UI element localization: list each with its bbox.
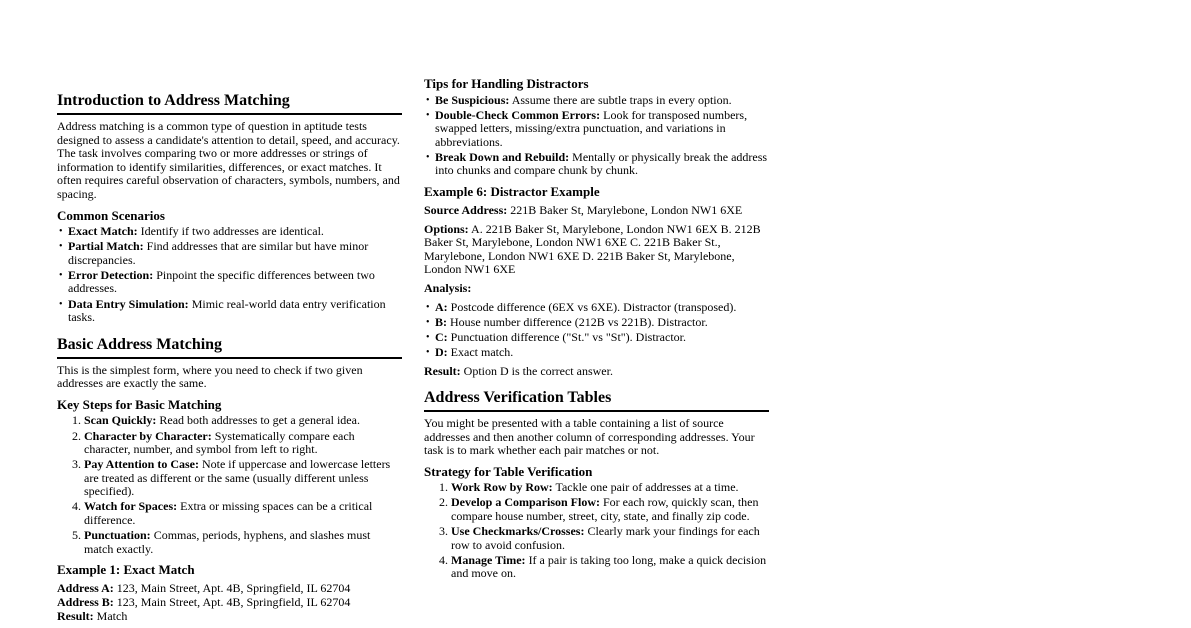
item-lead: Watch for Spaces: [84, 499, 178, 514]
list-item [435, 331, 769, 345]
item-text: 123, Main Street, Apt. 4B, Springfield, IL 62704 [113, 581, 351, 596]
item-lead: Be Suspicious: [435, 92, 510, 107]
item-lead: Source Address: [424, 203, 508, 218]
list-item [435, 301, 769, 315]
item-lead: Result: [57, 608, 94, 623]
list-item [68, 298, 402, 325]
item-text: Mentally or physically break the address into chunks and compare chunk by chunk. [435, 149, 768, 178]
item-lead: Error Detection: [68, 267, 154, 282]
introduction-paragraph: Address matching is a common type of question in aptitude tests designed to assess a candidate's attention to detail, speed, and accuracy. The task involves comparing two or more addresses or strings of information to identify similarities, differences, or exact matches. It often requires careful observation of characters, symbols, numbers, and spacing. [57, 119, 400, 201]
item-text: Tackle one pair of addresses at a time. [552, 480, 739, 495]
item-text: Punctuation difference ("St." vs "St"). Distractor. [447, 329, 687, 344]
subheading-key-steps: Key Steps for Basic Matching [57, 396, 222, 412]
item-text: Postcode difference (6EX vs 6XE). Distractor (transposed). [447, 299, 737, 314]
item-text: Note if uppercase and lowercase letters are treated as different or the same (usually different unless specified). [84, 457, 391, 499]
strategy-list [424, 481, 769, 581]
subheading-common-scenarios: Common Scenarios [57, 207, 165, 223]
item-lead: Address B: [57, 594, 114, 609]
item-text: Look for transposed numbers, swapped letters, missing/extra punctuation, and variations in abbreviations. [435, 107, 748, 149]
item-text: 221B Baker St, Marylebone, London NW1 6XE [507, 203, 743, 218]
tips-list [424, 94, 769, 179]
item-lead: Work Row by Row: [451, 480, 553, 495]
list-item [435, 94, 769, 108]
example1-block [57, 582, 402, 623]
subheading-strategy-table: Strategy for Table Verification [424, 463, 593, 479]
item-lead: Analysis: [424, 281, 472, 296]
item-lead: Punctuation: [84, 528, 151, 543]
item-lead: Manage Time: [451, 552, 526, 567]
item-text: Systematically compare each character, number, and symbol from left to right. [84, 428, 355, 457]
list-item [68, 240, 402, 267]
list-item [84, 458, 402, 499]
item-text: Pinpoint the specific differences between two addresses. [68, 267, 375, 296]
verification-paragraph: You might be presented with a table containing a list of source addresses and then another column of corresponding addresses. Your task is to mark whether each pair matches or not. [424, 416, 755, 458]
subheading-example-1: Example 1: Exact Match [57, 562, 195, 578]
item-text: Exact match. [447, 344, 514, 359]
address-a-line [57, 582, 402, 596]
item-lead: A: [435, 299, 448, 314]
item-text: Option D is the correct answer. [460, 363, 613, 378]
section-heading-verification-tables: Address Verification Tables [424, 388, 769, 412]
list-item [435, 346, 769, 360]
list-item [435, 151, 769, 178]
list-item [451, 481, 769, 495]
analysis-label [424, 282, 769, 296]
list-item [68, 225, 402, 239]
item-text: Assume there are subtle traps in every option. [509, 92, 732, 107]
item-text: If a pair is taking too long, make a quick decision and move on. [451, 552, 767, 581]
item-lead: Scan Quickly: [84, 413, 157, 428]
item-lead: C: [435, 329, 448, 344]
list-item [84, 500, 402, 527]
item-lead: Break Down and Rebuild: [435, 149, 570, 164]
example6-result-paragraph [424, 365, 769, 379]
item-lead: Develop a Comparison Flow: [451, 495, 600, 510]
section-heading-basic-matching: Basic Address Matching [57, 335, 402, 359]
result-line [57, 610, 402, 624]
item-lead: Double-Check Common Errors: [435, 107, 601, 122]
item-lead: Use Checkmarks/Crosses: [451, 524, 585, 539]
left-column [57, 0, 402, 628]
item-text: A. 221B Baker St, Marylebone, London NW1 6EX B. 212B Baker St, Marylebone, London NW1 6XE C. 221B Baker St., Marylebone, London NW1 6XE D. 221B Baker St, Marylebone, London NW1 6XE [424, 221, 761, 277]
section-heading-introduction: Introduction to Address Matching [57, 91, 402, 115]
item-text: Read both addresses to get a general idea. [156, 413, 360, 428]
basic-matching-paragraph: This is the simplest form, where you need to check if two given addresses are exactly the same. [57, 362, 363, 391]
list-item [435, 109, 769, 150]
item-lead: Exact Match: [68, 224, 138, 239]
item-lead: D: [435, 344, 448, 359]
list-item [84, 529, 402, 556]
item-lead: Address A: [57, 581, 114, 596]
item-lead: Partial Match: [68, 239, 144, 254]
right-column [424, 0, 769, 586]
item-text: Find addresses that are similar but have minor discrepancies. [68, 239, 369, 267]
item-lead: Data Entry Simulation: [68, 296, 189, 311]
list-item [84, 414, 402, 428]
item-lead: Result: [424, 363, 461, 378]
item-text: 123, Main Street, Apt. 4B, Springfield, IL 62704 [113, 594, 351, 609]
common-scenarios-list [57, 225, 402, 325]
item-text: Mimic real-world data entry verification tasks. [68, 296, 386, 325]
analysis-list [424, 301, 769, 360]
subheading-tips-distractors: Tips for Handling Distractors [424, 76, 589, 91]
item-lead: Options: [424, 221, 469, 236]
item-text: For each row, quickly scan, then compare house number, street, city, state, and finally zip code. [451, 495, 759, 524]
item-text: Extra or missing spaces can be a critical difference. [84, 499, 373, 528]
address-b-line [57, 596, 402, 610]
item-text: House number difference (212B vs 221B). Distractor. [447, 314, 708, 329]
options-paragraph [424, 223, 769, 277]
item-lead: B: [435, 314, 447, 329]
source-address-paragraph [424, 204, 769, 218]
list-item [435, 316, 769, 330]
key-steps-list [57, 414, 402, 556]
list-item [451, 525, 769, 552]
item-lead: Character by Character: [84, 428, 212, 443]
item-text: Identify if two addresses are identical. [137, 224, 324, 239]
subheading-example-6: Example 6: Distractor Example [424, 184, 600, 200]
item-text: Commas, periods, hyphens, and slashes must match exactly. [84, 528, 371, 556]
item-text: Match [93, 608, 128, 623]
list-item [451, 554, 769, 581]
item-lead: Pay Attention to Case: [84, 457, 199, 472]
list-item [451, 496, 769, 523]
list-item [84, 430, 402, 457]
item-text: Clearly mark your findings for each row to avoid confusion. [451, 524, 760, 552]
list-item [68, 269, 402, 296]
